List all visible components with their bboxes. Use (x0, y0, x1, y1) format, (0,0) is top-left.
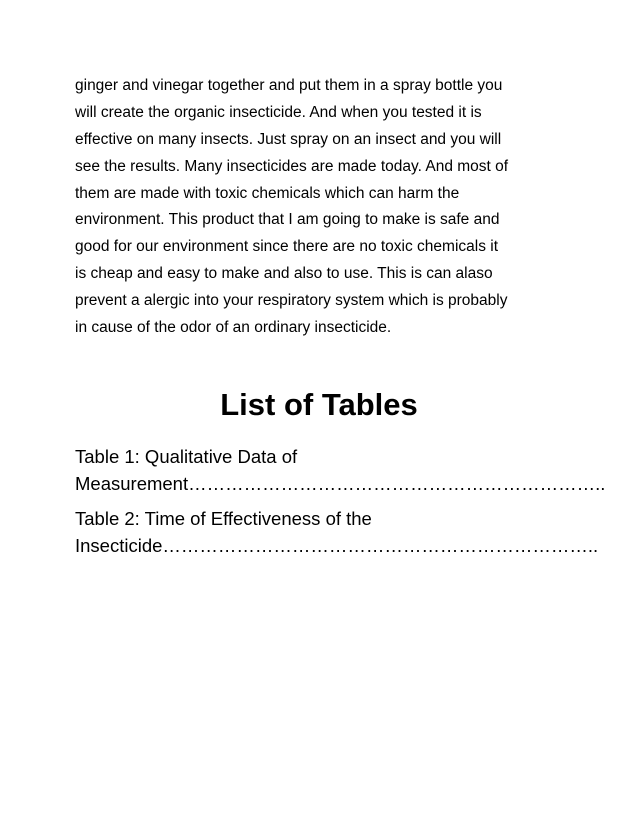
table-entry-leader: Measurement………………………………………………………….. (75, 473, 606, 494)
paragraph-line: them are made with toxic chemicals which can harm the (75, 184, 460, 202)
table-entry-1 (75, 443, 606, 497)
paragraph-line: see the results. Many insecticides are made today. And most of (75, 157, 509, 175)
paragraph-line: is cheap and easy to make and also to use. This is can alaso (75, 265, 493, 283)
table-entry-2 (75, 505, 599, 559)
body-paragraph (75, 73, 575, 342)
paragraph-line: prevent a alergic into your respiratory system which is probably (75, 292, 508, 310)
paragraph-line: will create the organic insecticide. And when you tested it is (75, 103, 482, 121)
paragraph-line: in cause of the odor of an ordinary insecticide. (75, 319, 392, 337)
paragraph-line: ginger and vinegar together and put them in a spray bottle you (75, 77, 503, 94)
list-of-tables (75, 443, 606, 567)
table-entry-title: Table 2: Time of Effectiveness of the (75, 508, 372, 529)
table-entry-leader: Insecticide…………………………………………………………….. (75, 535, 599, 556)
list-of-tables-heading: List of Tables (220, 387, 418, 422)
paragraph-line: effective on many insects. Just spray on an insect and you will (75, 130, 502, 148)
paragraph-line: environment. This product that I am going to make is safe and (75, 211, 500, 229)
paragraph-line: good for our environment since there are no toxic chemicals it (75, 238, 499, 256)
table-entry-title: Table 1: Qualitative Data of (75, 446, 298, 467)
